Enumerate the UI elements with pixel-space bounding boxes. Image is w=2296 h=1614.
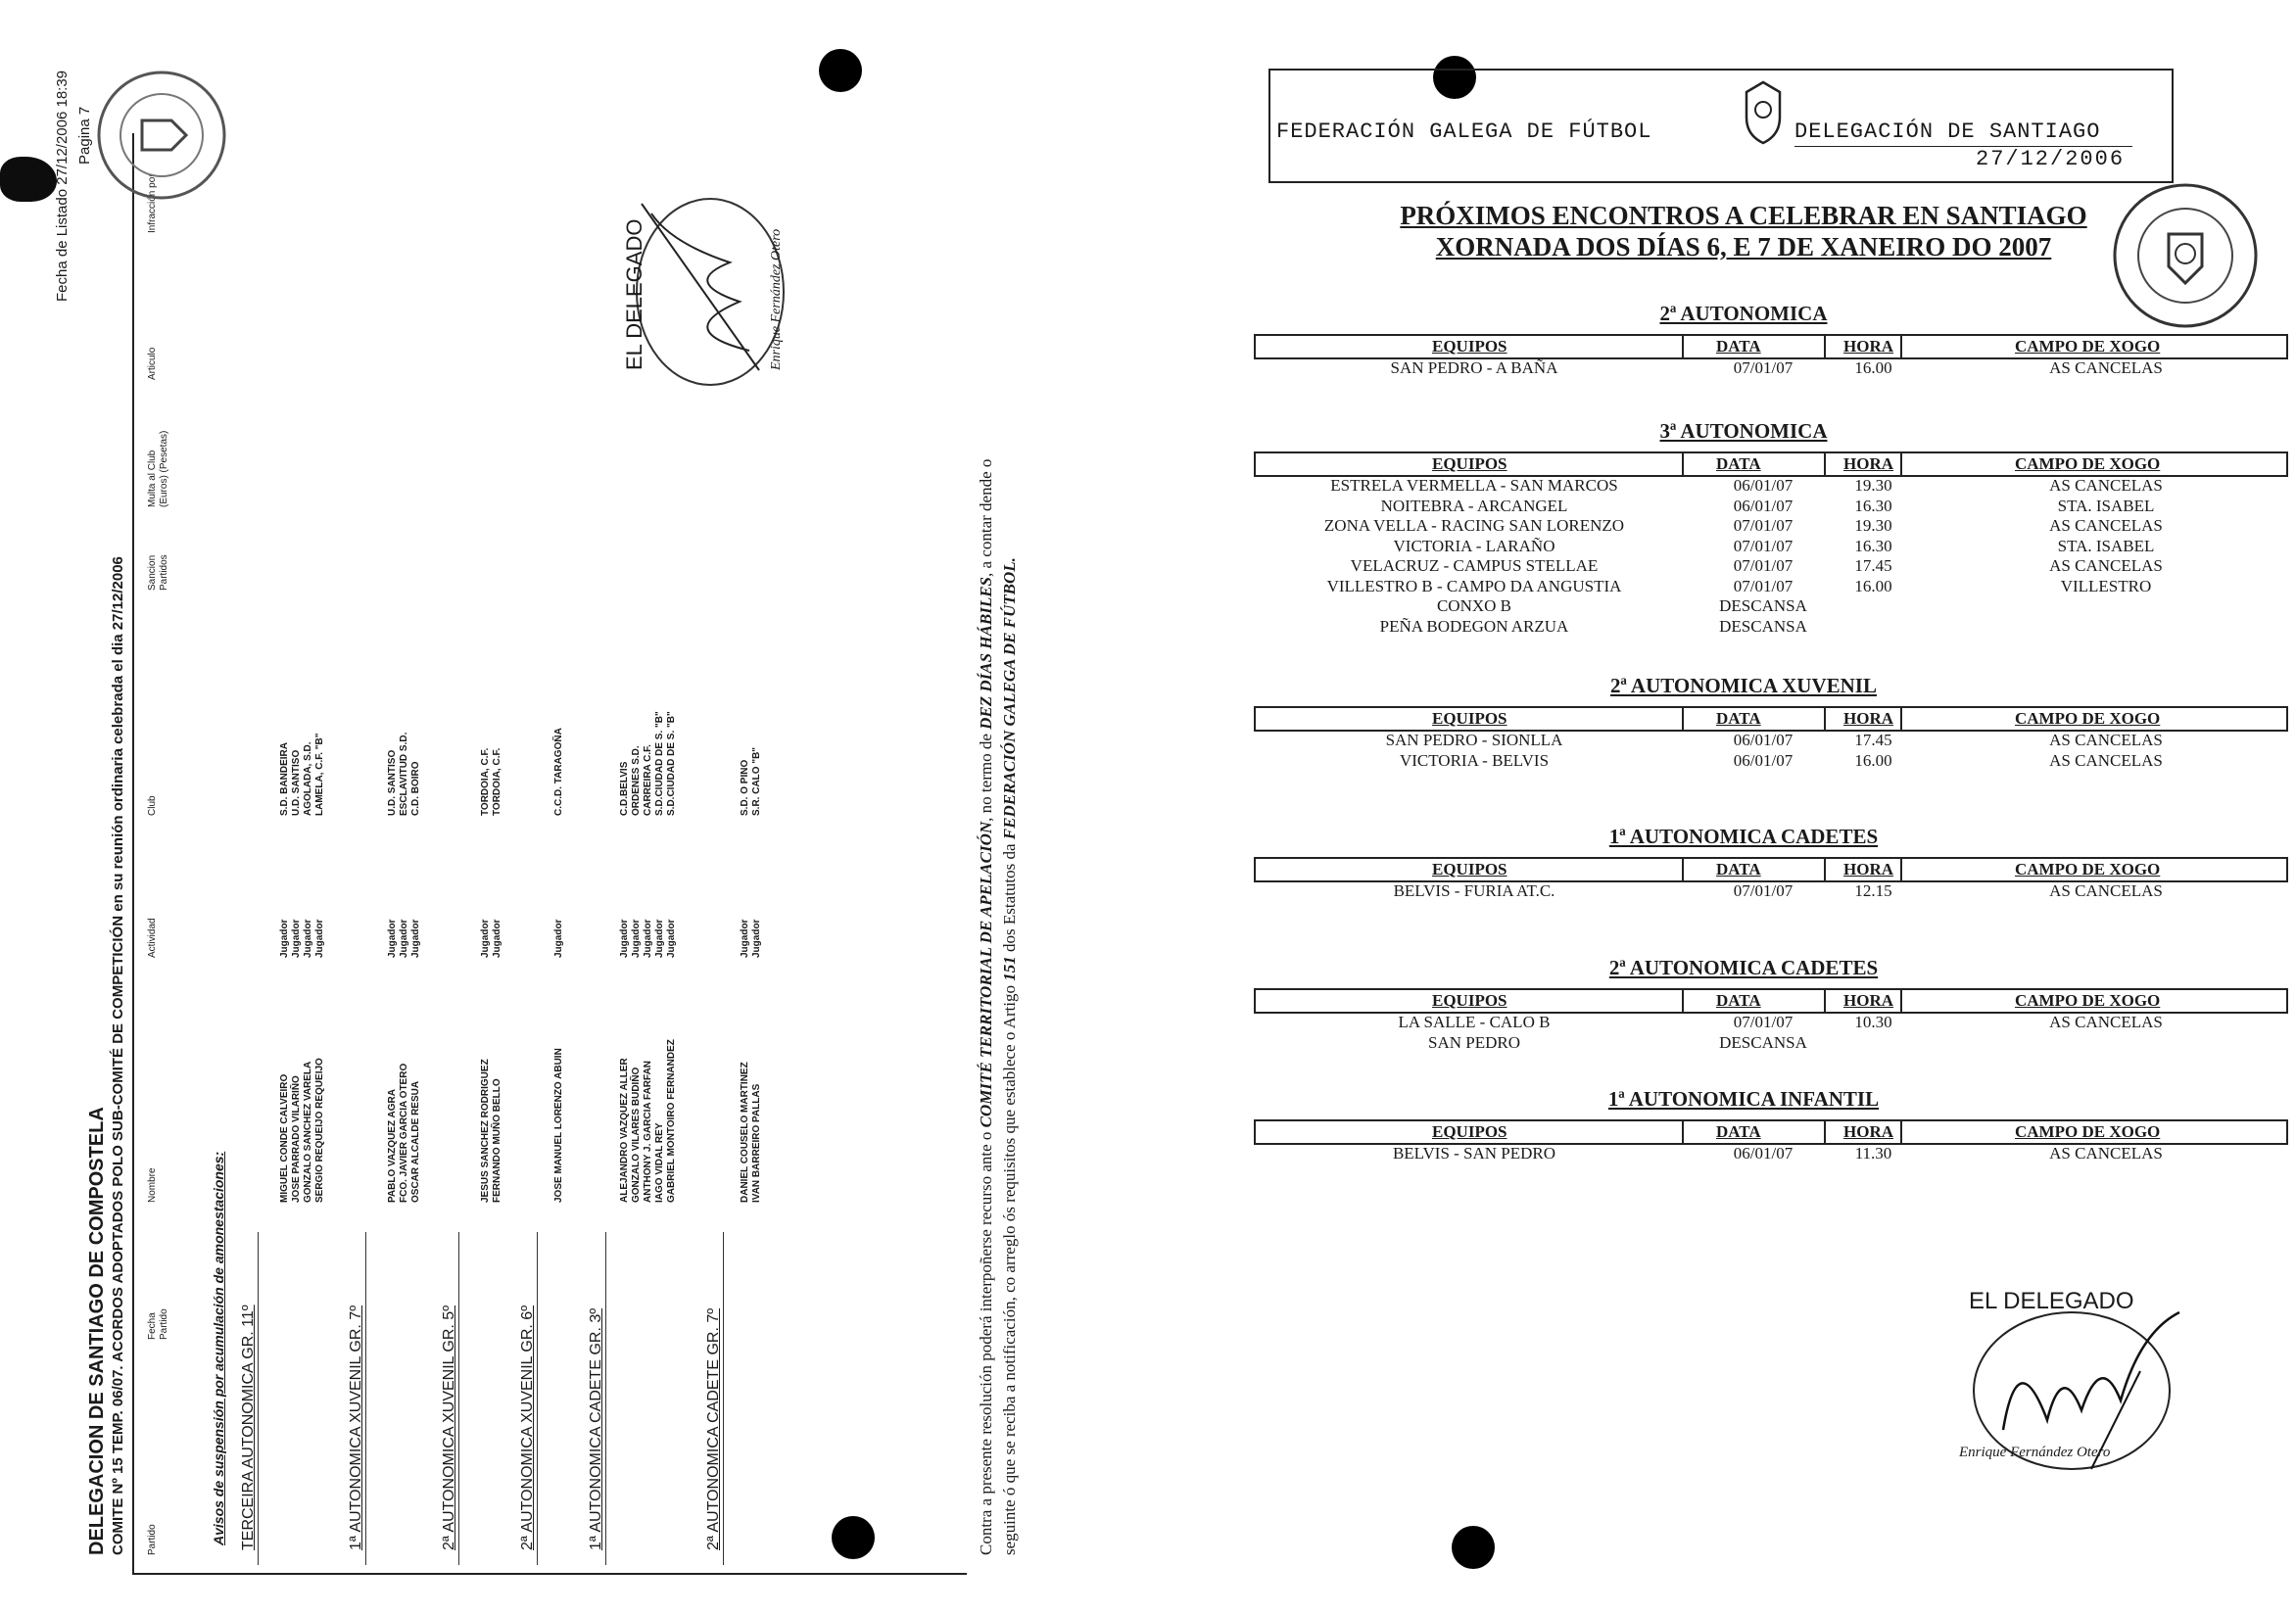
- header-date: DATA: [1716, 454, 1761, 473]
- header-teams: EQUIPOS: [1432, 709, 1507, 728]
- player-club: S.D. BANDEIRA: [279, 741, 290, 816]
- delegation-name: DELEGACIÓN DE SANTIAGO: [1794, 119, 2101, 144]
- column-divider: [1682, 453, 1684, 475]
- fixture-teams: SAN PEDRO: [1428, 1032, 1520, 1052]
- fixture-venue: STA. ISABEL: [2057, 536, 2155, 555]
- header-date: 27/12/2006: [1976, 147, 2126, 171]
- player-club: C.C.D. TARAGOÑA: [553, 728, 564, 816]
- fixture-time: 19.30: [1854, 516, 1892, 535]
- fixture-teams: VICTORIA - LARAÑO: [1393, 536, 1555, 555]
- group-title: 2ª AUTONOMICA XUVENIL GR. 6º: [519, 1305, 536, 1550]
- col-sancion: Sancion Partidos: [147, 554, 169, 591]
- fixture-teams: SAN PEDRO - A BAÑA: [1390, 358, 1558, 377]
- player-name: JOSE PARRADO VILARIÑO: [291, 1075, 302, 1203]
- section-title: 2ª AUTONOMICA XUVENIL: [1610, 674, 1877, 697]
- column-divider: [1900, 1121, 1902, 1143]
- player-club: CARREIRA C.F.: [643, 744, 653, 816]
- player-activity: Jugador: [291, 919, 302, 958]
- player-club: TORDOIA, C.F.: [480, 747, 491, 816]
- header-venue: CAMPO DE XOGO: [2015, 337, 2161, 356]
- column-divider: [1824, 1121, 1826, 1143]
- delegation-title: DELEGACION DE SANTIAGO DE COMPOSTELA: [86, 1107, 108, 1555]
- fixture-row: [1254, 577, 2296, 597]
- federation-name: FEDERACIÓN GALEGA DE FÚTBOL: [1276, 119, 1652, 144]
- player-name: OSCAR ALCALDE RESUA: [410, 1080, 421, 1203]
- col-infraccion: Infracción por: [147, 173, 158, 233]
- fixture-date: 06/01/07: [1733, 496, 1794, 515]
- fixture-date: 06/01/07: [1733, 476, 1794, 495]
- col-fecha-partido: Fecha Partido: [147, 1308, 169, 1340]
- column-divider: [1682, 990, 1684, 1012]
- fixture-teams: LA SALLE - CALO B: [1398, 1013, 1551, 1031]
- column-divider: [1824, 990, 1826, 1012]
- header-teams: EQUIPOS: [1432, 454, 1507, 473]
- fixture-teams: BELVIS - FURIA AT.C.: [1393, 881, 1555, 900]
- fixture-venue: AS CANCELAS: [2049, 358, 2163, 377]
- fixture-row: [1254, 537, 2296, 557]
- appeal-committee: COMITÉ TERRITORIAL DE APELACIÓN: [977, 821, 995, 1128]
- player-activity: Jugador: [279, 919, 290, 958]
- section-title: 1ª AUTONOMICA CADETES: [1608, 825, 1879, 848]
- group-title: TERCEIRA AUTONOMICA GR. 11º: [240, 1305, 257, 1550]
- player-activity: Jugador: [666, 919, 677, 958]
- group-title: 2ª AUTONOMICA XUVENIL GR. 5º: [441, 1305, 457, 1550]
- player-activity: Jugador: [314, 919, 325, 958]
- fixture-row: [1254, 881, 2296, 902]
- fixture-row: [1254, 556, 2296, 577]
- fixture-teams: CONXO B: [1436, 596, 1512, 615]
- fixture-table-header: [1254, 1119, 2288, 1145]
- player-name: JESUS SANCHEZ RODRIGUEZ: [480, 1059, 491, 1203]
- fixture-row: [1254, 731, 2296, 751]
- fixture-time: 16.00: [1854, 576, 1892, 595]
- header-time: HORA: [1843, 454, 1893, 473]
- signature-title: EL DELEGADO: [622, 218, 646, 370]
- fixture-row: [1254, 476, 2296, 497]
- fixtures-title: PRÓXIMOS ENCONTROS A CELEBRAR EN SANTIAGO: [1400, 201, 2087, 230]
- col-club: Club: [147, 795, 158, 816]
- group-title: 2ª AUTONOMICA CADETE GR. 7º: [705, 1307, 722, 1550]
- fixture-venue: AS CANCELAS: [2049, 476, 2163, 495]
- federation-header: [1268, 69, 2174, 183]
- player-club: C.D. BOIRO: [410, 761, 421, 816]
- fixture-table-header: [1254, 857, 2288, 882]
- fixture-date: 07/01/07: [1733, 516, 1794, 535]
- header-time: HORA: [1843, 991, 1893, 1010]
- punch-hole: [832, 1516, 875, 1559]
- group-title: 1ª AUTONOMICA XUVENIL GR. 7º: [348, 1305, 364, 1550]
- column-divider: [1824, 453, 1826, 475]
- appeal-text: seguinte ó que se reciba a notificación, co arreglo ós requisitos que establece o Artigo: [1000, 984, 1019, 1555]
- player-club: TORDOIA, C.F.: [492, 747, 502, 816]
- fixture-date: 07/01/07: [1733, 556, 1794, 575]
- appeal-text: dos Estatutos da: [1000, 843, 1019, 952]
- fixture-venue: AS CANCELAS: [2049, 556, 2163, 575]
- punch-hole: [819, 49, 862, 92]
- suspension-list-page: [0, 0, 1117, 1614]
- column-divider: [1900, 990, 1902, 1012]
- player-activity: Jugador: [410, 919, 421, 958]
- suspension-list-rotated: [0, 0, 1117, 1614]
- fixture-date: DESCANSA: [1719, 596, 1807, 615]
- column-divider: [1900, 708, 1902, 730]
- federation-seal-icon: [93, 67, 230, 204]
- column-divider: [1900, 859, 1902, 880]
- fixture-venue: AS CANCELAS: [2049, 731, 2163, 749]
- appeal-article: 151: [1000, 956, 1019, 981]
- page-number: Pagina 7: [76, 106, 93, 165]
- fixture-teams: SAN PEDRO - SIONLLA: [1385, 731, 1563, 749]
- player-activity: Jugador: [631, 919, 642, 958]
- player-activity: Jugador: [553, 919, 564, 958]
- column-divider: [1824, 336, 1826, 357]
- group-title: 1ª AUTONOMICA CADETE GR. 3º: [588, 1307, 604, 1550]
- header-venue: CAMPO DE XOGO: [2015, 1122, 2161, 1141]
- fixture-time: 17.45: [1854, 556, 1892, 575]
- column-divider: [1900, 336, 1902, 357]
- fixture-teams: VELACRUZ - CAMPUS STELLAE: [1350, 556, 1599, 575]
- player-club: AGOLADA, S.D.: [303, 741, 313, 816]
- player-name: DANIEL COUSELO MARTINEZ: [740, 1062, 750, 1203]
- signature-name: Enrique Fernández Otero: [769, 228, 784, 370]
- player-name: GONZALO SANCHEZ VARELA: [303, 1061, 313, 1203]
- fixture-date: 07/01/07: [1733, 1013, 1794, 1031]
- fixture-rows: [1254, 881, 2296, 902]
- fixture-teams: ESTRELA VERMELLA - SAN MARCOS: [1330, 476, 1618, 495]
- player-club: U.D. SANTISO: [291, 749, 302, 816]
- player-name: JOSE MANUEL LORENZO ABUIN: [553, 1048, 564, 1203]
- group-divider: [258, 1232, 259, 1565]
- fixture-venue: AS CANCELAS: [2049, 516, 2163, 535]
- player-activity: Jugador: [399, 919, 409, 958]
- player-club: S.D. O PINO: [740, 759, 750, 816]
- fixture-venue: AS CANCELAS: [2049, 1013, 2163, 1031]
- fixture-date: 07/01/07: [1733, 358, 1794, 377]
- federation-crest-icon: [1741, 78, 1786, 147]
- header-date: DATA: [1716, 337, 1761, 356]
- fixture-date: DESCANSA: [1719, 1032, 1807, 1052]
- fixture-date: 07/01/07: [1733, 576, 1794, 595]
- fixture-rows: [1254, 1144, 2296, 1164]
- fixture-time: 16.30: [1854, 496, 1892, 515]
- player-club: C.D.BELVIS: [619, 761, 630, 816]
- signature-title: EL DELEGADO: [1969, 1288, 2134, 1314]
- fixture-row: [1254, 1013, 2296, 1033]
- appeal-text: Contra a presente resolución poderá interpoñerse recurso ante o: [977, 1131, 995, 1555]
- fixture-date: DESCANSA: [1719, 616, 1807, 636]
- fixture-date: 06/01/07: [1733, 1144, 1794, 1163]
- fixture-venue: VILLESTRO: [2060, 576, 2152, 595]
- col-actividad: Actividad: [147, 918, 158, 958]
- fixture-time: 12.15: [1854, 881, 1892, 900]
- col-articulo: Articulo: [147, 347, 158, 380]
- fixture-time: 16.00: [1854, 358, 1892, 377]
- player-activity: Jugador: [751, 919, 762, 958]
- section-title: 3ª AUTONOMICA: [1659, 419, 1828, 443]
- fixture-time: 19.30: [1854, 476, 1892, 495]
- committee-subtitle: COMITE Nº 15 TEMP. 06/07. ACORDOS ADOPTADOS POLO SUB-COMITÉ DE COMPETICIÓN en su reunión ordinaria celebrada el dia 27/12/2006: [110, 556, 126, 1555]
- appeal-text: , a contar dende o: [977, 458, 995, 577]
- column-divider: [1682, 1121, 1684, 1143]
- player-name: PABLO VAZQUEZ AGRA: [387, 1089, 398, 1203]
- avisos-heading: Avisos de suspensión por acumulación de amonestaciones:: [211, 1151, 226, 1545]
- fixture-date: 07/01/07: [1733, 536, 1794, 555]
- fixture-rows: [1254, 358, 2296, 379]
- section-title: 1ª AUTONOMICA INFANTIL: [1607, 1087, 1880, 1111]
- header-time: HORA: [1843, 1122, 1893, 1141]
- appeal-text: , no termo de: [977, 734, 995, 822]
- fixture-table-header: [1254, 988, 2288, 1014]
- player-name: SERGIO REQUEIJO REQUEIJO: [314, 1058, 325, 1203]
- header-venue: CAMPO DE XOGO: [2015, 860, 2161, 878]
- fixture-row: [1254, 358, 2296, 379]
- listing-date: Fecha de Listado 27/12/2006 18:39: [54, 70, 71, 302]
- fixture-teams: ZONA VELLA - RACING SAN LORENZO: [1323, 516, 1625, 535]
- player-activity: Jugador: [387, 919, 398, 958]
- fixture-venue: STA. ISABEL: [2057, 496, 2155, 515]
- player-name: IAGO VIDAL REY: [654, 1122, 665, 1203]
- fixture-date: 07/01/07: [1733, 881, 1794, 900]
- header-teams: EQUIPOS: [1432, 337, 1507, 356]
- player-activity: Jugador: [492, 919, 502, 958]
- fixture-time: 11.30: [1854, 1144, 1892, 1163]
- appeal-notice: [975, 67, 1022, 1555]
- player-club: S.R. CALO "B": [751, 746, 762, 816]
- group-divider: [537, 1232, 538, 1565]
- player-activity: Jugador: [619, 919, 630, 958]
- column-divider: [1682, 708, 1684, 730]
- player-club: LAMELA, C.F. "B": [314, 733, 325, 816]
- fixtures-subtitle: XORNADA DOS DÍAS 6, E 7 DE XANEIRO DO 2007: [1435, 232, 2052, 261]
- player-club: U.D. SANTISO: [387, 749, 398, 816]
- fixture-row: [1254, 1033, 2296, 1054]
- player-name: MIGUEL CONDE CALVEIRO: [279, 1073, 290, 1203]
- player-activity: Jugador: [654, 919, 665, 958]
- player-club: S.D.CIUDAD DE S. "B": [654, 711, 665, 816]
- player-activity: Jugador: [643, 919, 653, 958]
- fixture-venue: AS CANCELAS: [2049, 750, 2163, 770]
- fixture-teams: PEÑA BODEGON ARZUA: [1379, 616, 1569, 636]
- column-divider: [1900, 453, 1902, 475]
- header-date: DATA: [1716, 991, 1761, 1010]
- col-multa: Multa al Club (Euros) (Pesetas): [147, 430, 169, 507]
- player-club: ESCLAVITUD S.D.: [399, 732, 409, 816]
- fixture-time: 16.00: [1854, 750, 1892, 770]
- fixture-row: [1254, 1144, 2296, 1164]
- col-partido: Partido: [147, 1524, 158, 1555]
- fixture-time: 17.45: [1854, 731, 1892, 749]
- group-divider: [365, 1232, 366, 1565]
- player-activity: Jugador: [303, 919, 313, 958]
- fixture-date: 06/01/07: [1733, 731, 1794, 749]
- fixture-row: [1254, 751, 2296, 772]
- signature-name: Enrique Fernández Otero: [1959, 1445, 2111, 1460]
- player-activity: Jugador: [740, 919, 750, 958]
- section-title: 2ª AUTONOMICA CADETES: [1608, 956, 1879, 979]
- fixture-time: 10.30: [1854, 1013, 1892, 1031]
- fixture-row: [1254, 497, 2296, 517]
- header-teams: EQUIPOS: [1432, 860, 1507, 878]
- column-divider: [1824, 708, 1826, 730]
- fixture-row: [1254, 516, 2296, 537]
- header-venue: CAMPO DE XOGO: [2015, 709, 2161, 728]
- fixture-teams: VILLESTRO B - CAMPO DA ANGUSTIA: [1326, 576, 1622, 595]
- fixture-table-header: [1254, 706, 2288, 732]
- header-teams: EQUIPOS: [1432, 991, 1507, 1010]
- fixture-rows: [1254, 731, 2296, 771]
- header-time: HORA: [1843, 337, 1893, 356]
- header-date: DATA: [1716, 1122, 1761, 1141]
- player-name: FCO. JAVIER GARCIA OTERO: [399, 1063, 409, 1203]
- col-nombre: Nombre: [147, 1167, 158, 1203]
- player-name: ALEJANDRO VAZQUEZ ALLER: [619, 1058, 630, 1203]
- player-name: GONZALO VILARES BUDIÑO: [631, 1067, 642, 1203]
- header-venue: CAMPO DE XOGO: [2015, 991, 2161, 1010]
- appeal-federation: FEDERACIÓN GALEGA DE FÚTBOL.: [1000, 557, 1019, 840]
- player-club: ORDENES S.D.: [631, 745, 642, 816]
- fixture-date: 06/01/07: [1733, 750, 1794, 770]
- fixture-table-header: [1254, 451, 2288, 477]
- player-name: GABRIEL MONTOIRO FERNANDEZ: [666, 1039, 677, 1203]
- section-title: 2ª AUTONOMICA: [1659, 302, 1828, 325]
- header-time: HORA: [1843, 709, 1893, 728]
- header-time: HORA: [1843, 860, 1893, 878]
- fixture-rows: [1254, 1013, 2296, 1053]
- fixture-rows: [1254, 476, 2296, 637]
- fixture-teams: NOITEBRA - ARCANGEL: [1380, 496, 1568, 515]
- player-name: FERNANDO MUÑO BELLO: [492, 1078, 502, 1203]
- fixture-table-header: [1254, 334, 2288, 359]
- fixture-teams: VICTORIA - BELVIS: [1399, 750, 1550, 770]
- player-name: IVAN BARREIRO PALLAS: [751, 1083, 762, 1203]
- player-activity: Jugador: [480, 919, 491, 958]
- appeal-deadline: DEZ DÍAS HÁBILES: [977, 576, 995, 730]
- fixtures-page: [1254, 0, 2296, 1614]
- group-divider: [605, 1232, 606, 1565]
- player-name: ANTHONY J. GARCIA FARFAN: [643, 1060, 653, 1203]
- fixture-time: 16.30: [1854, 536, 1892, 555]
- column-divider: [1682, 859, 1684, 880]
- player-club: S.D.CIUDAD DE S. "B": [666, 711, 677, 816]
- fixture-venue: AS CANCELAS: [2049, 881, 2163, 900]
- header-teams: EQUIPOS: [1432, 1122, 1507, 1141]
- fixture-row: [1254, 617, 2296, 638]
- header-date: DATA: [1716, 709, 1761, 728]
- fixture-row: [1254, 596, 2296, 617]
- fixture-teams: BELVIS - SAN PEDRO: [1392, 1144, 1556, 1163]
- group-divider: [723, 1232, 724, 1565]
- fixture-venue: AS CANCELAS: [2049, 1144, 2163, 1163]
- header-date: DATA: [1716, 860, 1761, 878]
- column-divider: [1824, 859, 1826, 880]
- header-venue: CAMPO DE XOGO: [2015, 454, 2161, 473]
- column-divider: [1682, 336, 1684, 357]
- group-divider: [458, 1232, 459, 1565]
